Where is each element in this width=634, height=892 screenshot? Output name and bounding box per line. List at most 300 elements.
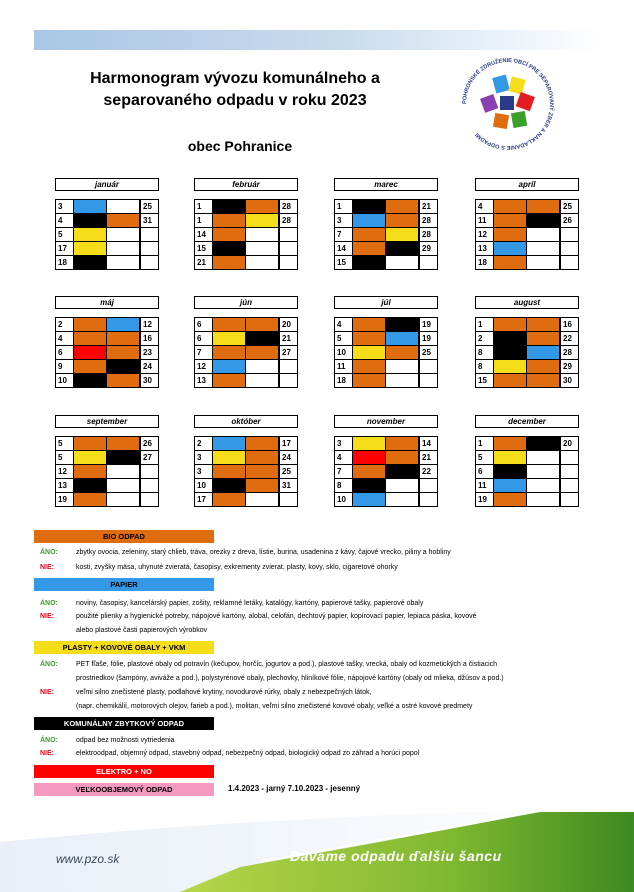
pickup-cell — [74, 451, 107, 464]
day-row — [194, 493, 298, 507]
day-row — [475, 465, 579, 479]
pickup-cell — [494, 228, 527, 241]
pickup-cell — [386, 360, 419, 373]
day-number: 2 — [56, 318, 74, 331]
month-days — [55, 317, 159, 388]
day-number: 10 — [335, 346, 353, 359]
day-number — [560, 256, 578, 269]
pickup-cell — [213, 374, 246, 387]
day-row — [475, 214, 579, 228]
header-gradient-bar — [34, 30, 600, 50]
day-row — [55, 374, 159, 388]
day-row — [194, 242, 298, 256]
pickup-cell — [213, 493, 246, 506]
pickup-cell — [246, 451, 279, 464]
pickup-cell — [527, 332, 560, 345]
day-number: 25 — [419, 346, 437, 359]
month-days — [55, 436, 159, 507]
day-row — [334, 346, 438, 360]
day-number: 3 — [56, 200, 74, 213]
pickup-cell — [107, 374, 140, 387]
day-number — [140, 242, 158, 255]
day-number: 25 — [279, 465, 297, 478]
municipality-name: obec Pohranice — [187, 138, 293, 154]
day-number: 29 — [419, 242, 437, 255]
pickup-cell — [74, 256, 107, 269]
day-number: 27 — [140, 451, 158, 464]
legend-papier-nie-label: NIE: — [40, 613, 54, 620]
pickup-cell — [213, 437, 246, 450]
day-row — [475, 346, 579, 360]
day-row — [334, 214, 438, 228]
day-row — [55, 332, 159, 346]
pickup-cell — [74, 437, 107, 450]
day-number — [140, 256, 158, 269]
pickup-cell — [494, 332, 527, 345]
pickup-cell — [353, 437, 386, 450]
page-title: Harmonogram vývozu komunálneho a separovaného odpadu v roku 2023 — [90, 70, 380, 109]
day-number — [419, 479, 437, 492]
day-row — [55, 200, 159, 214]
pickup-cell — [353, 360, 386, 373]
day-number: 18 — [335, 374, 353, 387]
day-number: 22 — [419, 465, 437, 478]
day-row — [475, 451, 579, 465]
pickup-cell — [213, 465, 246, 478]
month-block — [55, 296, 159, 388]
pickup-cell — [246, 346, 279, 359]
day-row — [55, 465, 159, 479]
pickup-cell — [353, 200, 386, 213]
pickup-cell — [527, 346, 560, 359]
day-number: 1 — [335, 200, 353, 213]
pickup-cell — [246, 374, 279, 387]
pickup-cell — [353, 479, 386, 492]
day-row — [55, 256, 159, 270]
day-row — [194, 346, 298, 360]
pickup-cell — [213, 360, 246, 373]
pickup-cell — [74, 228, 107, 241]
day-row — [334, 332, 438, 346]
day-number: 12 — [56, 465, 74, 478]
day-number — [419, 256, 437, 269]
pickup-cell — [213, 228, 246, 241]
day-number: 1 — [195, 200, 213, 213]
day-row — [334, 242, 438, 256]
pickup-cell — [74, 479, 107, 492]
pickup-cell — [386, 465, 419, 478]
pickup-cell — [527, 465, 560, 478]
day-number — [419, 360, 437, 373]
pickup-cell — [353, 346, 386, 359]
month-name: jún — [194, 296, 298, 309]
pickup-cell — [246, 493, 279, 506]
day-number — [560, 493, 578, 506]
day-number: 9 — [56, 360, 74, 373]
pickup-cell — [494, 374, 527, 387]
day-number: 2 — [476, 332, 494, 345]
pickup-cell — [527, 200, 560, 213]
pickup-cell — [353, 214, 386, 227]
pickup-cell — [386, 437, 419, 450]
day-row — [475, 374, 579, 388]
day-number: 15 — [476, 374, 494, 387]
day-number: 5 — [476, 451, 494, 464]
pickup-cell — [74, 493, 107, 506]
day-row — [475, 200, 579, 214]
day-number: 31 — [140, 214, 158, 227]
day-number: 4 — [56, 214, 74, 227]
pickup-cell — [213, 318, 246, 331]
month-name: marec — [334, 178, 438, 191]
pickup-cell — [246, 437, 279, 450]
day-number: 17 — [195, 493, 213, 506]
day-number — [279, 360, 297, 373]
month-days — [475, 199, 579, 270]
day-number: 28 — [560, 346, 578, 359]
pickup-cell — [527, 360, 560, 373]
pickup-cell — [74, 242, 107, 255]
legend-papier-header: PAPIER — [34, 578, 214, 591]
month-block — [334, 296, 438, 388]
day-row — [194, 256, 298, 270]
day-row — [194, 465, 298, 479]
legend-plasty-ano-1: PET fľaše, fólie, plastové obaly od potravín (kečupov, horčíc, jogurtov a pod.), plastové tašky, vrecká, obaly od kozmetických a čistiacich — [76, 661, 498, 668]
pickup-cell — [107, 493, 140, 506]
day-row — [55, 228, 159, 242]
pickup-cell — [213, 346, 246, 359]
pickup-cell — [494, 242, 527, 255]
month-days — [194, 436, 298, 507]
logo-text: POHRONSKÉ ZDRUŽENIE OBCÍ PRE SEPAROVANÝ ZBER A NAKLADANIE S ODPADMI — [461, 57, 555, 151]
month-days — [334, 317, 438, 388]
day-number: 16 — [560, 318, 578, 331]
day-number: 18 — [476, 256, 494, 269]
legend-plasty-ano-label: ÁNO: — [40, 661, 58, 668]
day-row — [194, 214, 298, 228]
pickup-cell — [213, 479, 246, 492]
pickup-cell — [527, 493, 560, 506]
pickup-cell — [386, 346, 419, 359]
day-number: 6 — [56, 346, 74, 359]
footer-url[interactable]: www.pzo.sk — [56, 852, 120, 866]
day-row — [55, 451, 159, 465]
day-number: 20 — [560, 437, 578, 450]
month-name: január — [55, 178, 159, 191]
pickup-cell — [386, 479, 419, 492]
pickup-cell — [494, 479, 527, 492]
pickup-cell — [107, 332, 140, 345]
pickup-cell — [246, 479, 279, 492]
day-row — [194, 479, 298, 493]
day-row — [194, 437, 298, 451]
day-row — [334, 451, 438, 465]
day-row — [194, 228, 298, 242]
pickup-cell — [494, 360, 527, 373]
day-number — [140, 228, 158, 241]
month-block — [334, 415, 438, 507]
day-number — [279, 228, 297, 241]
pickup-cell — [527, 437, 560, 450]
day-number: 12 — [140, 318, 158, 331]
day-number: 24 — [279, 451, 297, 464]
day-number — [279, 256, 297, 269]
footer-slogan: Dávame odpadu ďalšiu šancu — [290, 848, 502, 864]
day-number: 6 — [476, 465, 494, 478]
month-block — [194, 296, 298, 388]
pickup-cell — [107, 214, 140, 227]
legend-komunal-ano-label: ÁNO: — [40, 737, 58, 744]
day-number: 10 — [56, 374, 74, 387]
day-number: 4 — [476, 200, 494, 213]
pickup-cell — [74, 360, 107, 373]
day-number: 11 — [335, 360, 353, 373]
day-row — [194, 360, 298, 374]
day-row — [475, 256, 579, 270]
day-number: 24 — [140, 360, 158, 373]
day-number: 1 — [476, 318, 494, 331]
month-name: júl — [334, 296, 438, 309]
month-block — [55, 415, 159, 507]
day-number: 28 — [279, 200, 297, 213]
day-number: 4 — [335, 318, 353, 331]
day-number: 27 — [279, 346, 297, 359]
day-row — [475, 318, 579, 332]
day-row — [475, 479, 579, 493]
month-block — [194, 415, 298, 507]
day-row — [55, 214, 159, 228]
legend-bio-ano: zbytky ovocia, zeleniny, starý chlieb, tráva, orezky z dreva, lístie, burina, usadenina z kávy, čajové vrecko, piliny a hobliny — [76, 549, 451, 556]
pickup-cell — [386, 214, 419, 227]
pickup-cell — [246, 200, 279, 213]
day-number — [140, 479, 158, 492]
pickup-cell — [107, 346, 140, 359]
day-row — [334, 200, 438, 214]
day-number: 5 — [56, 451, 74, 464]
day-row — [475, 493, 579, 507]
day-row — [194, 318, 298, 332]
day-number: 23 — [140, 346, 158, 359]
day-number: 31 — [279, 479, 297, 492]
pickup-cell — [213, 200, 246, 213]
day-number: 28 — [419, 214, 437, 227]
day-number: 21 — [195, 256, 213, 269]
pickup-cell — [246, 360, 279, 373]
month-block — [55, 178, 159, 270]
month-name: august — [475, 296, 579, 309]
day-number: 19 — [419, 318, 437, 331]
day-row — [475, 242, 579, 256]
pickup-cell — [107, 360, 140, 373]
day-number — [279, 374, 297, 387]
pickup-cell — [353, 228, 386, 241]
day-row — [194, 451, 298, 465]
day-number: 7 — [195, 346, 213, 359]
day-number: 17 — [279, 437, 297, 450]
pickup-cell — [386, 318, 419, 331]
legend-plasty-nie-label: NIE: — [40, 689, 54, 696]
pickup-cell — [353, 242, 386, 255]
day-row — [475, 437, 579, 451]
pickup-cell — [353, 374, 386, 387]
day-number: 4 — [335, 451, 353, 464]
day-row — [334, 318, 438, 332]
month-days — [334, 199, 438, 270]
day-number: 14 — [335, 242, 353, 255]
day-number: 21 — [419, 451, 437, 464]
legend-papier-ano: noviny, časopisy, kancelárský papier, zošity, reklamné letáky, katalógy, kartóny, papierové tašky, papierové obaly — [76, 600, 424, 607]
month-block — [194, 178, 298, 270]
day-number: 6 — [195, 318, 213, 331]
day-number — [419, 493, 437, 506]
pickup-cell — [494, 493, 527, 506]
day-row — [334, 479, 438, 493]
pickup-cell — [107, 228, 140, 241]
pickup-cell — [353, 451, 386, 464]
pickup-cell — [527, 479, 560, 492]
day-number: 13 — [195, 374, 213, 387]
legend-bio-nie-label: NIE: — [40, 564, 54, 571]
pickup-cell — [386, 242, 419, 255]
pickup-cell — [213, 242, 246, 255]
day-number: 28 — [279, 214, 297, 227]
pickup-cell — [527, 214, 560, 227]
day-number: 5 — [335, 332, 353, 345]
legend-plasty-nie-2: (napr. chemikálií, motorových olejov, farieb a pod.), molitan, veľmi silno znečistené kovové obaly, veľké a ostré kovové predmety — [76, 703, 473, 710]
month-name: apríl — [475, 178, 579, 191]
day-number: 22 — [560, 332, 578, 345]
pickup-cell — [386, 200, 419, 213]
day-number: 3 — [335, 214, 353, 227]
pickup-cell — [353, 318, 386, 331]
legend-plasty-header: PLASTY + KOVOVÉ OBALY + VKM — [34, 641, 214, 654]
day-number: 25 — [560, 200, 578, 213]
day-number: 15 — [335, 256, 353, 269]
day-number: 14 — [195, 228, 213, 241]
pickup-cell — [213, 332, 246, 345]
day-number: 14 — [419, 437, 437, 450]
day-number — [140, 465, 158, 478]
pickup-cell — [494, 200, 527, 213]
pickup-cell — [246, 256, 279, 269]
pickup-cell — [353, 493, 386, 506]
pickup-cell — [494, 346, 527, 359]
legend-bio-header: BIO ODPAD — [34, 530, 214, 543]
day-number: 30 — [140, 374, 158, 387]
pickup-cell — [386, 374, 419, 387]
month-block — [475, 296, 579, 388]
legend-plasty-ano-2: prostriedkov (šampóny, aviváže a pod.), polystyrénové obaly, plechovky, hliníkové fólie, nápojové kartóny (obaly od mlieka, džúsov a pod.) — [76, 675, 504, 682]
day-number: 5 — [56, 437, 74, 450]
day-number: 7 — [335, 228, 353, 241]
day-number: 16 — [140, 332, 158, 345]
day-number: 3 — [335, 437, 353, 450]
day-row — [55, 437, 159, 451]
month-name: september — [55, 415, 159, 428]
day-number: 3 — [195, 451, 213, 464]
day-number: 13 — [56, 479, 74, 492]
day-row — [334, 465, 438, 479]
pickup-cell — [74, 214, 107, 227]
pickup-cell — [494, 451, 527, 464]
legend-komunal-header: KOMUNÁLNY ZBYTKOVÝ ODPAD — [34, 717, 214, 730]
day-row — [475, 332, 579, 346]
pickup-cell — [246, 228, 279, 241]
day-row — [194, 200, 298, 214]
pickup-cell — [246, 465, 279, 478]
day-number: 18 — [56, 256, 74, 269]
legend-komunal-nie: elektroodpad, objemný odpad, stavebný odpad, nebezpečný odpad, biologický odpad zo záhrad a horúci popol — [76, 750, 420, 757]
day-number: 7 — [335, 465, 353, 478]
pickup-cell — [494, 214, 527, 227]
pickup-cell — [386, 256, 419, 269]
pickup-cell — [527, 256, 560, 269]
legend-bio-nie: kosti, zvyšky mäsa, uhynuté zvieratá, časopisy, exkrementy zvierat, plasty, kovy, sklo, cigaretové ohorky — [76, 564, 398, 571]
day-number: 21 — [279, 332, 297, 345]
month-days — [194, 199, 298, 270]
month-days — [475, 317, 579, 388]
pickup-cell — [353, 256, 386, 269]
day-number: 26 — [560, 214, 578, 227]
day-row — [194, 374, 298, 388]
pickup-cell — [386, 451, 419, 464]
pickup-cell — [74, 346, 107, 359]
day-row — [334, 374, 438, 388]
day-row — [334, 437, 438, 451]
pickup-cell — [527, 451, 560, 464]
legend-papier-nie-1: použité plienky a hygienické potreby, nápojové kartóny, alobal, celofán, dechtový papier, kopírovací papier, lepiaca páska, kovové — [76, 613, 477, 620]
day-number — [419, 374, 437, 387]
day-number: 29 — [560, 360, 578, 373]
day-number: 26 — [140, 437, 158, 450]
day-row — [55, 493, 159, 507]
pickup-cell — [246, 318, 279, 331]
bulky-waste-dates: 1.4.2023 - jarný 7.10.2023 - jesenný — [228, 784, 361, 793]
pickup-cell — [246, 242, 279, 255]
pickup-cell — [353, 465, 386, 478]
pickup-cell — [107, 479, 140, 492]
pickup-cell — [246, 332, 279, 345]
day-number: 17 — [56, 242, 74, 255]
day-number: 6 — [195, 332, 213, 345]
legend-komunal-nie-label: NIE: — [40, 750, 54, 757]
day-number: 15 — [195, 242, 213, 255]
day-number: 1 — [476, 437, 494, 450]
day-number: 19 — [56, 493, 74, 506]
day-number — [279, 242, 297, 255]
legend-komunal-ano: odpad bez možnosti vytriedenia — [76, 737, 175, 744]
pickup-cell — [107, 200, 140, 213]
pickup-cell — [107, 465, 140, 478]
day-number: 12 — [476, 228, 494, 241]
day-number: 19 — [476, 493, 494, 506]
day-number — [560, 228, 578, 241]
pickup-cell — [213, 256, 246, 269]
month-name: máj — [55, 296, 159, 309]
day-number — [560, 479, 578, 492]
month-days — [194, 317, 298, 388]
day-row — [55, 346, 159, 360]
pickup-cell — [494, 256, 527, 269]
pickup-cell — [386, 228, 419, 241]
day-number: 30 — [560, 374, 578, 387]
pickup-cell — [107, 318, 140, 331]
day-number: 2 — [195, 437, 213, 450]
day-number: 25 — [140, 200, 158, 213]
month-block — [475, 415, 579, 507]
day-row — [334, 493, 438, 507]
pickup-cell — [107, 242, 140, 255]
